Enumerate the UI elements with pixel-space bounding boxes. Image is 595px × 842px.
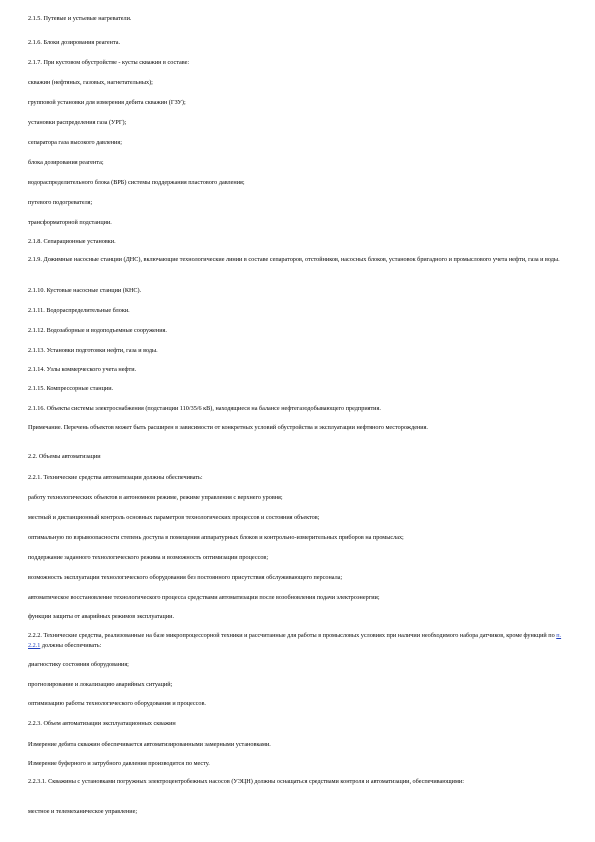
section-2-1-10: 2.1.10. Кустовые насосные станции (КНС). [28,287,142,294]
section-2-1-14: 2.1.14. Узлы коммерческого учета нефти. [28,366,137,373]
section-2-2-3: 2.2.3. Объем автоматизации эксплуатационных скважин [28,720,176,727]
section-2-2-1: 2.2.1. Технические средства автоматизации должны обеспечивать: [28,474,203,481]
list-item: групповой установки для измерения дебита скважин (ГЗУ); [28,99,186,106]
section-2-1-8: 2.1.8. Сепарационные установки. [28,238,116,245]
section-2-1-15: 2.1.15. Компрессорные станции. [28,385,114,392]
list-item: прогнозирование и локализацию аварийных ситуаций; [28,681,173,688]
section-2-1-13: 2.1.13. Установки подготовки нефти, газа и воды. [28,347,158,354]
clause-link[interactable]: п. 2.2.1 [28,632,562,649]
list-item: скважин (нефтяных, газовых, нагнетательных); [28,79,153,86]
list-item: поддержание заданного технологического режима и возможность оптимизации процессов; [28,554,269,561]
list-item: трансформаторной подстанции. [28,219,112,226]
list-item: оптимальную по взрывоопасности степень доступа в помещения аппаратурных блоков и контрольно-измерительных приборов на промыслах; [28,534,404,541]
note-paragraph: Примечание. Перечень объектов может быть расширен в зависимости от конкретных условий обустройства и эксплуатации нефтяного месторождения. [28,424,428,431]
list-item: сепаратора газа высокого давления; [28,139,122,146]
section-2-1-9: 2.1.9. Дожимные насосные станции (ДНС), включающие технологические линии в составе сепараторов, отстойников, насосных блоков, установок бригадного и промыслового учета нефти, газа и воды. [28,256,560,263]
list-item: блока дозирования реагента; [28,159,104,166]
list-item: автоматическое восстановление технологического процесса средствами автоматизации после возобновления подачи электроэнергии; [28,594,380,601]
list-item: оптимизацию работы технологического оборудования и процессов. [28,700,206,707]
list-item: местный и дистанционный контроль основных параметров технологических процессов и состояния объектов; [28,514,320,521]
list-item: местное и телемеханическое управление; [28,808,138,815]
paragraph: Измерение дебита скважин обеспечивается автоматизированными замерными установками. [28,741,271,748]
section-2-2-heading: 2.2. Объемы автоматизации [28,453,101,460]
section-2-2-2-tail: должны обеспечивать: [40,642,102,649]
list-item: водораспределительного блока (ВРБ) системы поддержания пластового давления; [28,179,245,186]
list-item: функции защиты от аварийных режимов эксплуатации. [28,613,175,620]
list-item: установки распределения газа (УРГ); [28,119,127,126]
section-2-1-5: 2.1.5. Путевые и устьевые нагреватели. [28,15,132,22]
section-2-2-2-text: 2.2.2. Технические средства, реализованные на базе микропроцессорной техники и рассчитанные для работы в промысловых условиях при наличии необходимого набора датчиков, кроме функций по [28,632,557,639]
list-item: возможность эксплуатации технологического оборудования без постоянного присутствия обслуживающего персонала; [28,574,343,581]
section-2-1-6: 2.1.6. Блоки дозирования реагента. [28,39,121,46]
section-2-1-12: 2.1.12. Водозаборные и водоподъемные сооружения. [28,327,167,334]
section-2-1-11: 2.1.11. Водораспределительные блоки. [28,307,130,314]
list-item: работу технологических объектов в автономном режиме, режиме управления с верхнего уровня; [28,494,283,501]
section-2-2-3-1: 2.2.3.1. Скважины с установками погружных электроцентробежных насосов (УЭЦН) должны оснащаться средствами контроля и автоматизации, обеспечивающими: [28,778,464,785]
list-item: путевого подогревателя; [28,199,93,206]
section-2-2-2 [28,631,573,651]
list-item: диагностику состояния оборудования; [28,661,129,668]
section-2-1-16: 2.1.16. Объекты системы электроснабжения (подстанции 110/35/6 кВ), находящиеся на балансе нефтегазодобывающего предприятия. [28,405,381,412]
paragraph: Измерение буферного и затрубного давления производится по месту. [28,760,210,767]
section-2-1-7: 2.1.7. При кустовом обустройстве - кусты скважин в составе: [28,59,190,66]
